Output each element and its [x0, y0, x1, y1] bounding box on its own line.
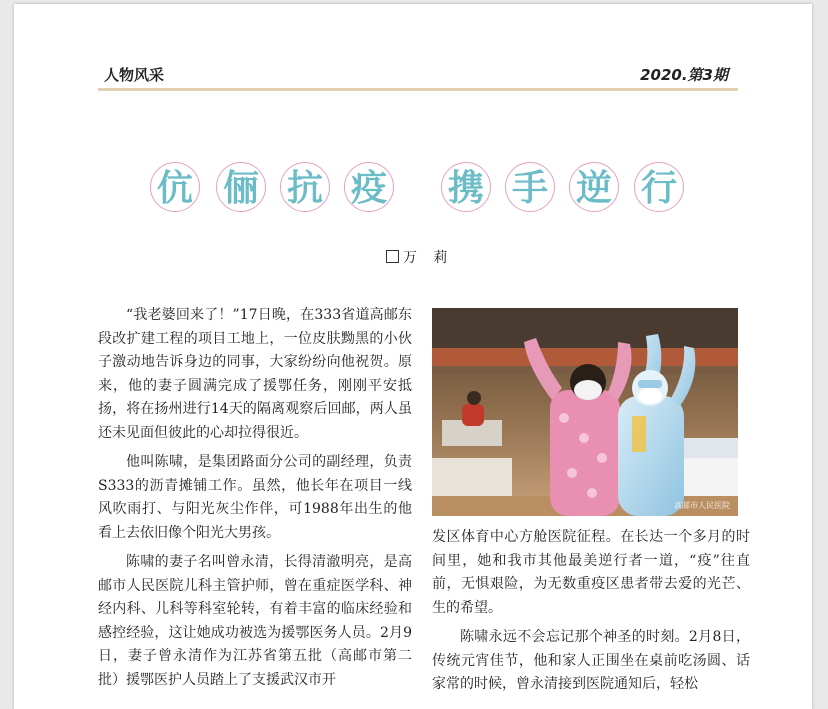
- title-char: 抗: [280, 162, 330, 212]
- paragraph: 陈啸的妻子名叫曾永清，长得清澈明亮，是高邮市人民医院儿科主管护师，曾在重症医学科、神经内科、儿科等科室轮转，有着丰富的临床经验和感控经验，这让她成功被选为援鄂医务人员。2月9日，妻子曾永清作为江苏省第五批（高邮市第二批）援鄂医护人员踏上了支援武汉市开: [98, 554, 412, 688]
- section-label: 人物风采: [104, 66, 165, 84]
- title-char: 疫: [344, 162, 394, 212]
- paragraph: “我老婆回来了！”17日晚，在333省道高邮东段改扩建工程的项目工地上，一位皮肤黝黑的小伙子激动地告诉身边的同事，大家纷纷向他祝贺。原来，他的妻子圆满完成了援鄂任务，刚刚平安抵扬，将在扬州进行14天的隔离观察后回邮，两人虽还未见面但彼此的心却拉得很近。: [98, 307, 412, 441]
- article-column-right: [432, 526, 750, 703]
- author-name: 万 莉: [403, 250, 454, 266]
- article-column-left: [98, 304, 412, 698]
- magazine-page: [14, 4, 812, 709]
- photo-watermark: 高邮市人民医院: [674, 501, 730, 510]
- issue-number: 2020.第3期: [640, 66, 728, 84]
- paragraph: 发区体育中心方舱医院征程。在长达一个多月的时间里，她和我市其他最美逆行者一道，“疫”往直前，无惧艰险，为无数重疫区患者带去爱的光芒、生的希望。: [432, 529, 750, 616]
- title-char: 俪: [216, 162, 266, 212]
- paragraph: 陈啸永远不会忘记那个神圣的时刻。2月8日，传统元宵佳节，他和家人正围坐在桌前吃汤圆、话家常的时候，曾永清接到医院通知后，轻松: [432, 629, 750, 692]
- article-photo: [432, 308, 738, 516]
- page-header: [98, 62, 738, 91]
- title-char: 逆: [569, 162, 619, 212]
- title-char: 手: [505, 162, 555, 212]
- title-char: 行: [634, 162, 684, 212]
- square-icon: [386, 250, 399, 263]
- title-char: 伉: [150, 162, 200, 212]
- photo-illustration: [432, 308, 738, 516]
- author-byline: [386, 247, 453, 267]
- title-char: 携: [441, 162, 491, 212]
- article-title: [14, 162, 812, 218]
- paragraph: 他叫陈啸，是集团路面分公司的副经理，负责S333的沥青摊铺工作。虽然，他长年在项目一线风吹雨打、与阳光灰尘作伴，可1988年出生的他看上去依旧像个阳光大男孩。: [98, 454, 412, 541]
